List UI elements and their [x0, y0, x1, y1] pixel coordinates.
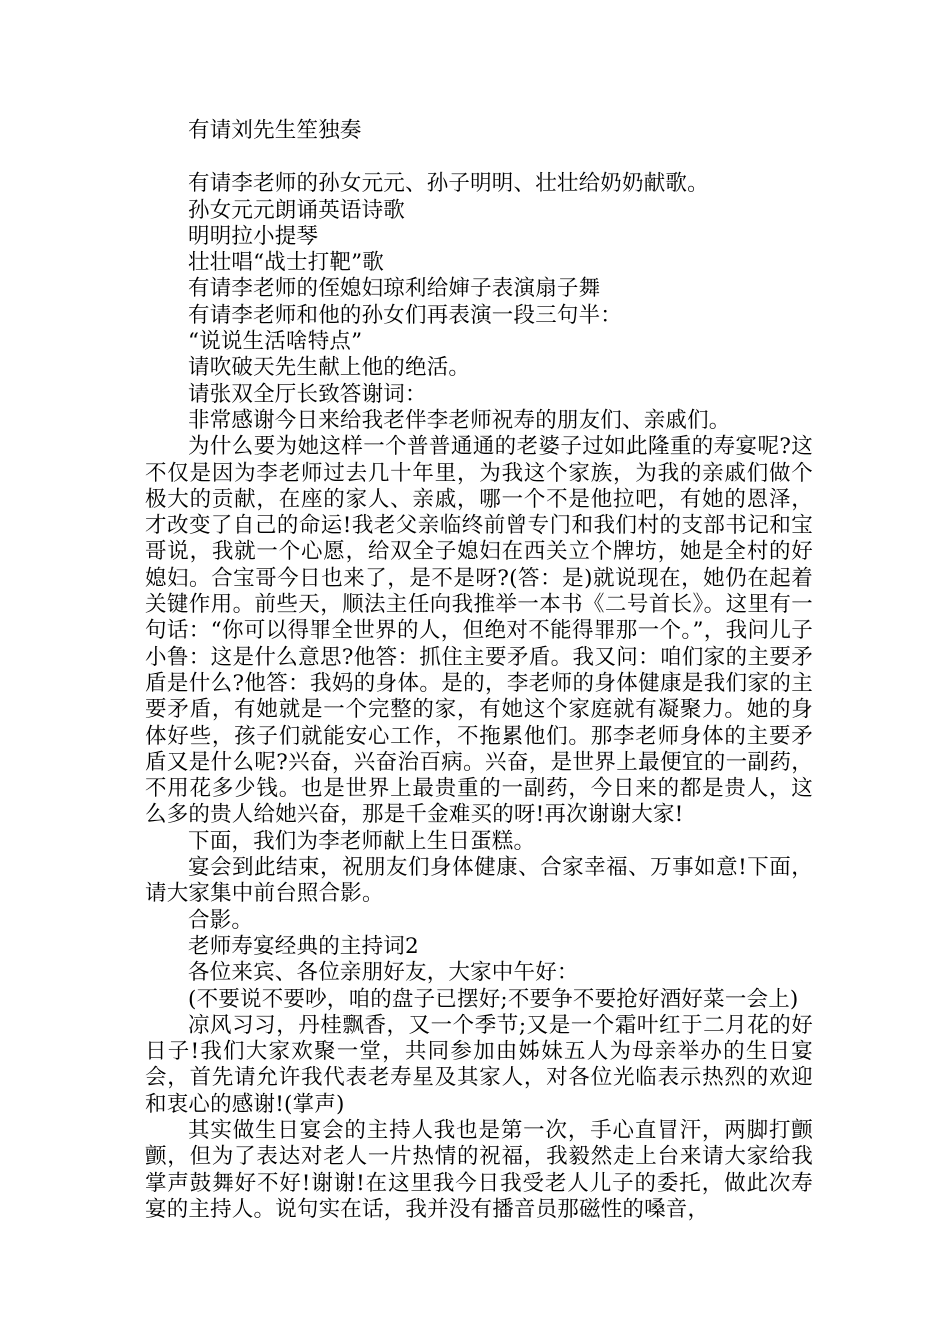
- paragraph-joke: (不要说不要吵，咱的盘子已摆好;不要争不要抢好酒好菜一会上): [188, 986, 799, 1012]
- paragraph-english-poem: 孙女元元朗诵英语诗歌: [188, 197, 406, 223]
- paragraph-thanks-speech: 请张双全厅长致答谢词：: [188, 381, 427, 407]
- paragraph-violin: 明明拉小提琴: [188, 223, 319, 249]
- paragraph-performance-sheng: 有请刘先生笙独奏: [188, 118, 362, 143]
- paragraph-grandchildren-song: 有请李老师的孙女元元、孙子明明、壮壮给奶奶献歌。: [188, 171, 709, 197]
- paragraph-song: 壮壮唱“战士打靶”歌: [188, 250, 384, 276]
- paragraph-special-act: 请吹破天先生献上他的绝活。: [188, 355, 471, 381]
- paragraph-sanjuban: 有请李老师和他的孙女们再表演一段三句半：: [188, 302, 623, 328]
- paragraph-closing: 宴会到此结束，祝朋友们身体健康、合家幸福、万事如意!下面，请大家集中前台照合影。: [145, 855, 813, 907]
- paragraph-cake: 下面，我们为李老师献上生日蛋糕。: [188, 828, 536, 854]
- paragraph-welcome: 凉风习习，丹桂飘香，又一个季节;又是一个霜叶红于二月花的好日子!我们大家欢聚一堂，共同参加由姊妹五人为母亲举办的生日宴会，首先请允许我代表老寿星及其家人，对各位光临表示热烈的欢迎和衷心的感谢!(掌声): [145, 1012, 813, 1117]
- document-body: [145, 118, 813, 1223]
- paragraph-gap: [145, 144, 813, 171]
- paragraph-group-photo: 合影。: [188, 907, 254, 933]
- paragraph-greeting: 各位来宾、各位亲朋好友，大家中午好：: [188, 960, 579, 986]
- paragraph-sanjuban-title: “说说生活啥特点”: [188, 329, 363, 355]
- section-heading: 老师寿宴经典的主持词2: [188, 933, 419, 959]
- paragraph-speech-body: 为什么要为她这样一个普普通通的老婆子过如此隆重的寿宴呢?这不仅是因为李老师过去几十年里，为我这个家族，为我的亲戚们做个极大的贡献，在座的家人、亲戚，哪一个不是他拉吧，有她的恩泽，才改变了自己的命运!我老父亲临终前曾专门和我们村的支部书记和宝哥说，我就一个心愿，给双全子媳妇在西关立个牌坊，她是全村的好媳妇。合宝哥今日也来了，是不是呀?(答：是)就说现在，她仍在起着关键作用。前些天，顺法主任向我推举一本书《二号首长》。这里有一句话：“你可以得罪全世界的人，但绝对不能得罪那一个。”，我问儿子小鲁：这是什么意思?他答：抓住主要矛盾。我又问：咱们家的主要矛盾是什么?他答：我妈的身体。是的，李老师的身体健康是我们家的主要矛盾，有她就是一个完整的家，有她这个家庭就有凝聚力。她的身体好些，孩子们就能安心工作，不拖累他们。那李老师身体的主要矛盾又是什么呢?兴奋，兴奋治百病。兴奋，是世界上最便宜的一副药，不用花多少钱。也是世界上最贵重的一副药，今日来的都是贵人，这么多的贵人给她兴奋，那是千金难买的呀!再次谢谢大家!: [145, 434, 813, 828]
- paragraph-thanks-opening: 非常感谢今日来给我老伴李老师祝寿的朋友们、亲戚们。: [188, 407, 731, 433]
- paragraph-fan-dance: 有请李老师的侄媳妇琼利给婶子表演扇子舞: [188, 276, 601, 302]
- paragraph-host-intro: 其实做生日宴会的主持人我也是第一次，手心直冒汗，两脚打颤颤，但为了表达对老人一片热情的祝福，我毅然走上台来请大家给我掌声鼓舞好不好!谢谢!在这里我今日我受老人儿子的委托，做此次寿宴的主持人。说句实在话，我并没有播音员那磁性的嗓音，: [145, 1117, 813, 1222]
